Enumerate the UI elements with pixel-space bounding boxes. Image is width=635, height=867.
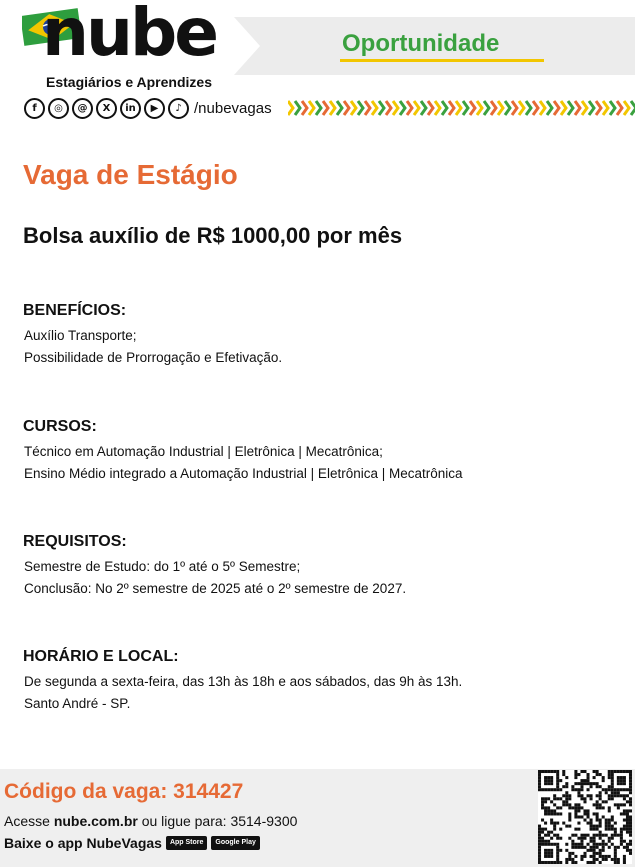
social-handle[interactable]: /nubevagas: [194, 99, 272, 117]
app-download: [4, 835, 260, 851]
google-play-badge[interactable]: Google Play: [211, 836, 259, 850]
job-code: Código da vaga: 314427: [4, 780, 244, 803]
chevron-pattern-decoration: [288, 99, 635, 117]
schedule-item: De segunda a sexta-feira, das 13h às 18h e aos sábados, das 9h às 13h.: [24, 674, 463, 689]
threads-icon[interactable]: @: [72, 98, 93, 119]
courses-heading: CURSOS:: [23, 418, 97, 435]
banner-underline: [340, 59, 544, 62]
course-item: Ensino Médio integrado a Automação Industrial | Eletrônica | Mecatrônica: [24, 466, 463, 481]
contact-line: [4, 813, 297, 829]
requirements-heading: REQUISITOS:: [23, 533, 127, 550]
banner-title: Oportunidade: [342, 30, 500, 57]
requirements-section: [23, 533, 623, 600]
location-item: Santo André - SP.: [24, 696, 131, 711]
social-links: [24, 97, 272, 119]
schedule-heading: HORÁRIO E LOCAL:: [23, 648, 179, 665]
contact-prefix: Acesse: [4, 813, 50, 829]
linkedin-icon[interactable]: in: [120, 98, 141, 119]
logo-wordmark: nube: [42, 0, 216, 71]
footer: [0, 769, 635, 867]
x-icon[interactable]: X: [96, 98, 117, 119]
header: [0, 0, 635, 125]
app-label: Baixe o app NubeVagas: [4, 835, 162, 851]
course-item: Técnico em Automação Industrial | Eletrônica | Mecatrônica;: [24, 444, 383, 459]
requirement-item: Conclusão: No 2º semestre de 2025 até o 2º semestre de 2027.: [24, 581, 407, 596]
facebook-icon[interactable]: f: [24, 98, 45, 119]
nube-logo[interactable]: [22, 0, 222, 92]
benefits-section: [23, 302, 623, 369]
app-store-badge[interactable]: App Store: [166, 836, 207, 850]
requirement-item: Semestre de Estudo: do 1º até o 5º Semestre;: [24, 559, 301, 574]
logo-tagline: Estagiários e Aprendizes: [46, 74, 212, 90]
stipend-text: Bolsa auxílio de R$ 1000,00 por mês: [23, 223, 403, 248]
schedule-section: [23, 648, 623, 715]
job-title: Vaga de Estágio: [23, 159, 238, 190]
tiktok-icon[interactable]: ♪: [168, 98, 189, 119]
benefit-item: Auxílio Transporte;: [24, 328, 137, 343]
youtube-icon[interactable]: ▶: [144, 98, 165, 119]
instagram-icon[interactable]: ◎: [48, 98, 69, 119]
qr-code-icon[interactable]: [538, 770, 632, 864]
courses-section: [23, 418, 623, 485]
website-link[interactable]: nube.com.br: [53, 813, 138, 829]
opportunity-banner: [234, 17, 635, 75]
benefits-heading: BENEFÍCIOS:: [23, 302, 127, 319]
benefit-item: Possibilidade de Prorrogação e Efetivação.: [24, 350, 283, 365]
contact-phone: ou ligue para: 3514-9300: [141, 813, 298, 829]
